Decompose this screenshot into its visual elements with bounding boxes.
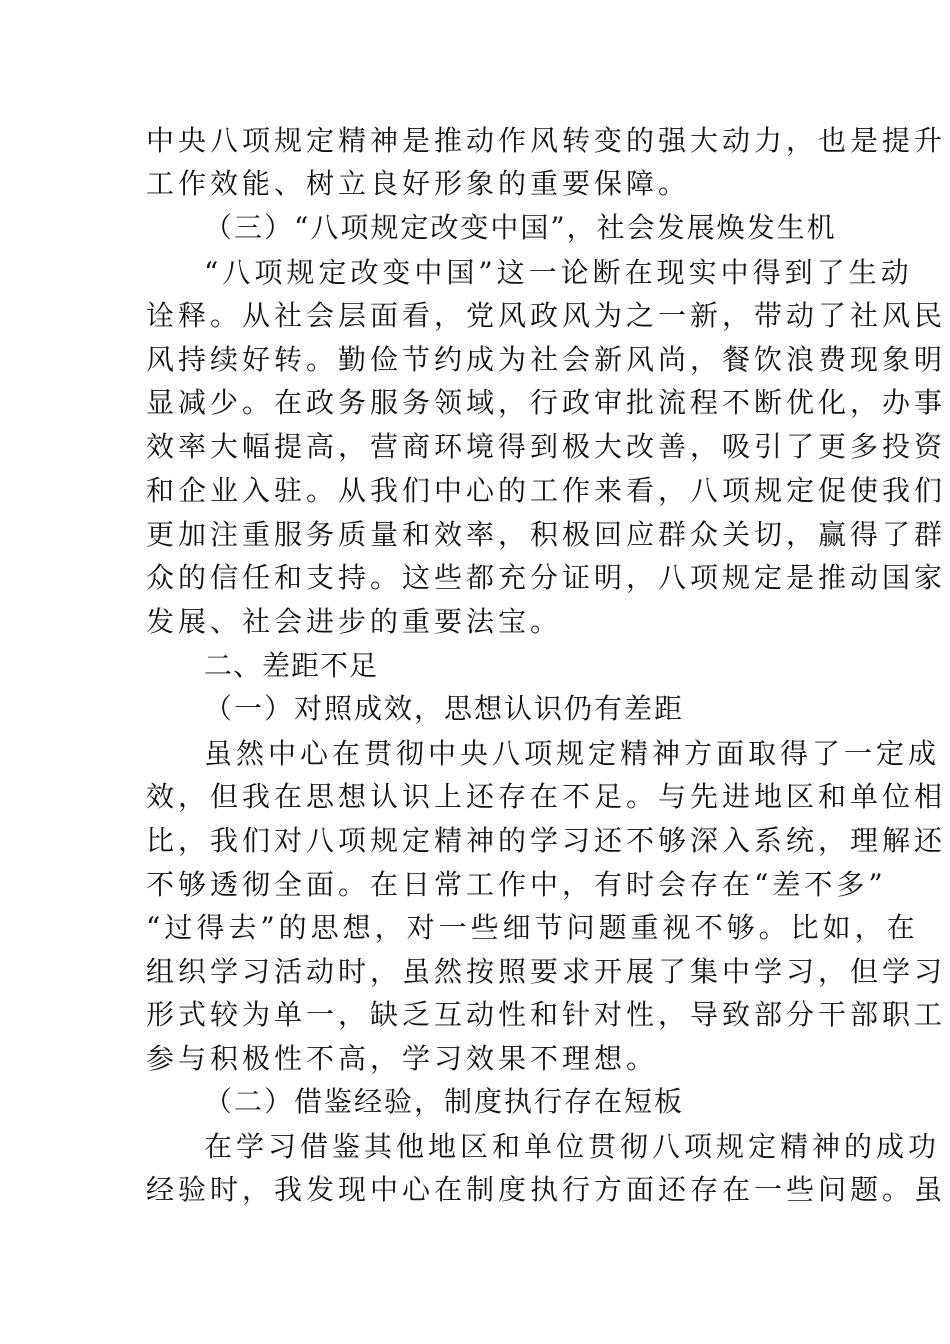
- paragraph-line: 显减少。在政务服务领域，行政审批流程不断优化，办事: [146, 386, 947, 419]
- paragraph-line: 更加注重服务质量和效率，积极回应群众关切，赢得了群: [146, 518, 947, 551]
- paragraph-line: 组织学习活动时，虽然按照要求开展了集中学习，但学习: [146, 955, 947, 988]
- paragraph-line: “过得去”的思想，对一些细节问题重视不够。比如，在: [146, 911, 919, 944]
- paragraph-line: 诠释。从社会层面看，党风政风为之一新，带动了社风民: [146, 299, 947, 332]
- paragraph-line: 参与积极性不高，学习效果不理想。: [146, 1042, 659, 1075]
- paragraph-line: 效，但我在思想认识上还存在不足。与先进地区和单位相: [146, 780, 947, 813]
- paragraph-line: 工作效能、树立良好形象的重要保障。: [146, 167, 691, 200]
- paragraph-line: 和企业入驻。从我们中心的工作来看，八项规定促使我们: [146, 474, 947, 507]
- paragraph-line: 众的信任和支持。这些都充分证明，八项规定是推动国家: [146, 561, 947, 594]
- paragraph-line: 发展、社会进步的重要法宝。: [146, 605, 563, 638]
- paragraph-line: 效率大幅提高，营商环境得到极大改善，吸引了更多投资: [146, 430, 947, 463]
- paragraph-line: “八项规定改变中国”这一论断在现实中得到了生动: [204, 256, 913, 289]
- paragraph-line: 中央八项规定精神是推动作风转变的强大动力，也是提升: [146, 124, 947, 157]
- section-heading: （二）借鉴经验，制度执行存在短板: [204, 1085, 685, 1118]
- chapter-heading: 二、差距不足: [204, 649, 379, 682]
- section-heading: （三）“八项规定改变中国”，社会发展焕发生机: [204, 211, 837, 244]
- paragraph-line: 风持续好转。勤俭节约成为社会新风尚，餐饮浪费现象明: [146, 343, 947, 376]
- paragraph-line: 经验时，我发现中心在制度执行方面还存在一些问题。虽: [146, 1173, 947, 1206]
- section-heading: （一）对照成效，思想认识仍有差距: [204, 692, 685, 725]
- paragraph-line: 形式较为单一，缺乏互动性和针对性，导致部分干部职工: [146, 998, 947, 1031]
- paragraph-line: 在学习借鉴其他地区和单位贯彻八项规定精神的成功: [204, 1130, 941, 1163]
- paragraph-line: 不够透彻全面。在日常工作中，有时会存在“差不多”: [146, 868, 887, 901]
- paragraph-line: 虽然中心在贯彻中央八项规定精神方面取得了一定成: [204, 737, 941, 770]
- paragraph-line: 比，我们对八项规定精神的学习还不够深入系统，理解还: [146, 824, 947, 857]
